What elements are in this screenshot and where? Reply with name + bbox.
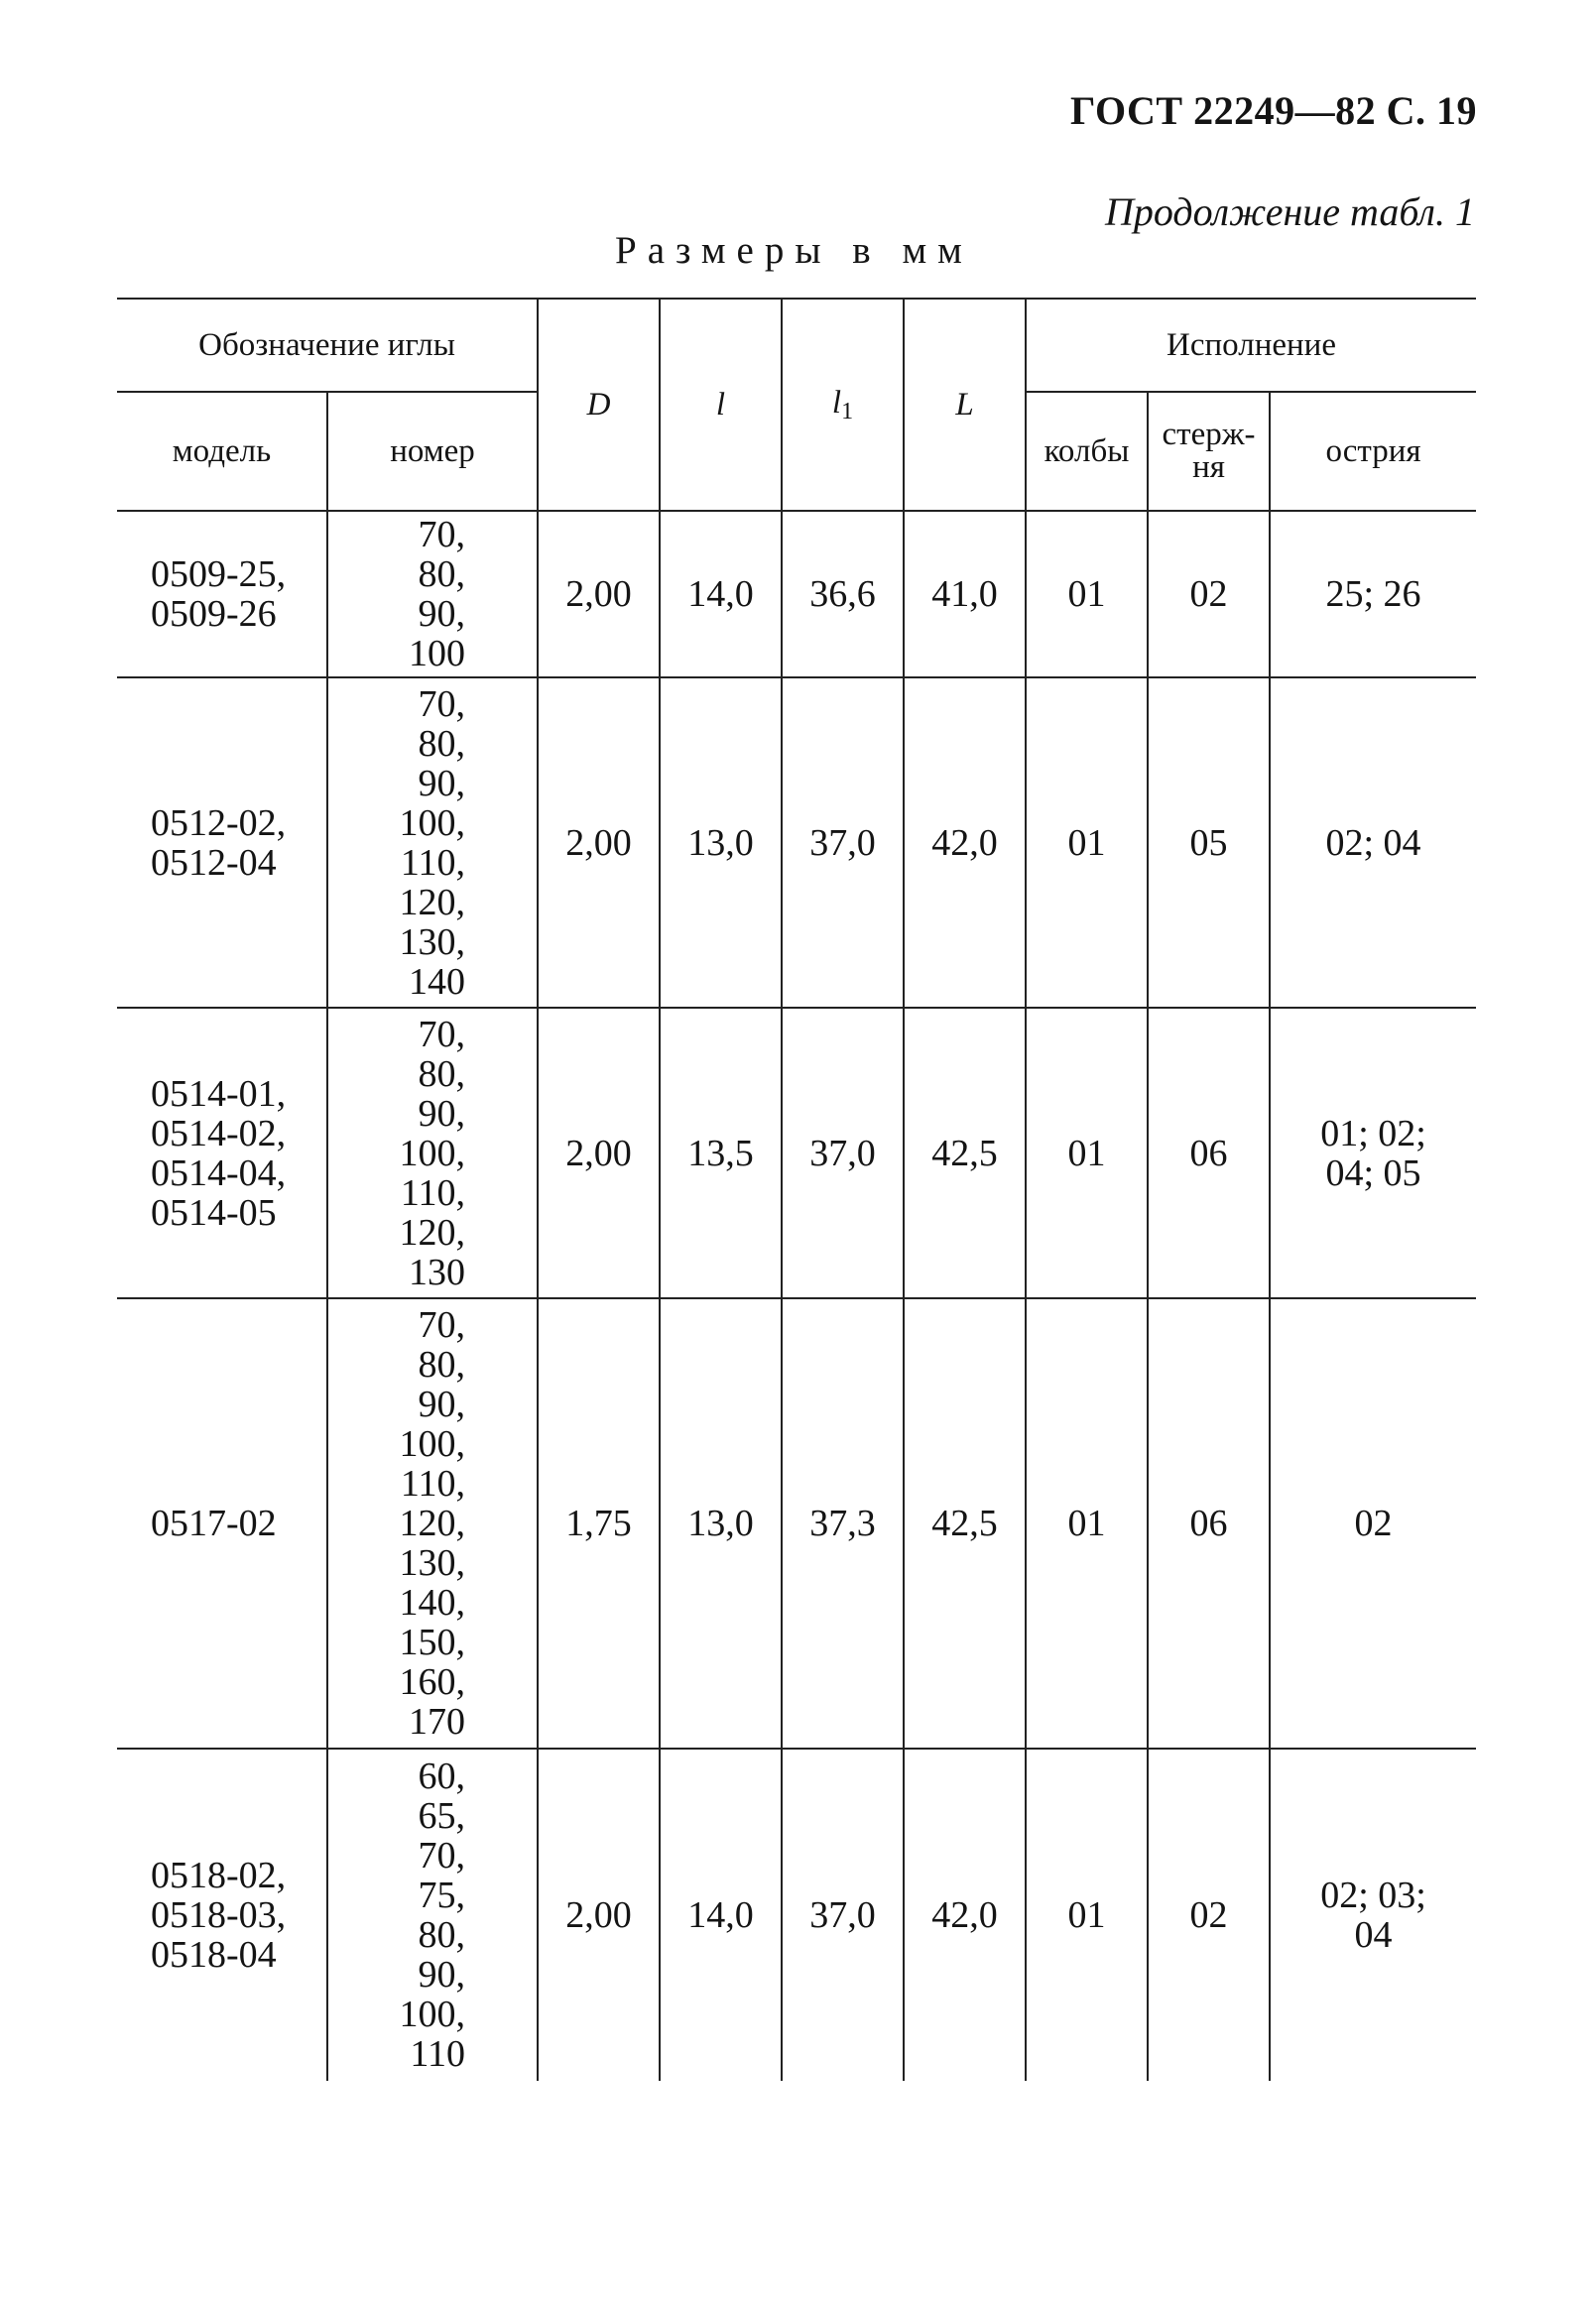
cell-l1: 37,0 — [782, 677, 904, 1008]
table-row — [117, 1008, 1476, 1298]
col-header-l1-subscript: 1 — [841, 398, 854, 424]
table-row — [117, 677, 1476, 1008]
col-header-shank-line2: ня — [1192, 449, 1225, 485]
model-line: 0512-02, — [151, 801, 287, 844]
number-line: 80, — [418, 722, 466, 765]
col-header-L: L — [904, 299, 1026, 511]
cell-point — [1270, 511, 1476, 677]
point-line: 02 — [1354, 1503, 1393, 1544]
table-row — [117, 511, 1476, 677]
number-line: 150, — [399, 1622, 466, 1663]
col-header-number: номер — [327, 392, 538, 511]
number-line: 110, — [400, 1171, 466, 1214]
number-line: 60, — [418, 1756, 466, 1797]
cell-numbers — [327, 1749, 538, 2081]
cell-numbers — [327, 1008, 538, 1298]
cell-D: 2,00 — [538, 677, 660, 1008]
col-header-shank-line1: стерж- — [1162, 417, 1256, 452]
cell-L: 41,0 — [904, 511, 1026, 677]
cell-l: 13,5 — [660, 1008, 782, 1298]
cell-point — [1270, 1298, 1476, 1749]
cell-l: 13,0 — [660, 677, 782, 1008]
cell-flask: 01 — [1026, 677, 1148, 1008]
model-line: 0514-02, — [151, 1112, 287, 1154]
model-line: 0509-25, — [151, 553, 287, 595]
number-line: 70, — [418, 1013, 466, 1055]
number-line: 110 — [410, 2033, 466, 2075]
model-line: 0517-02 — [151, 1503, 277, 1544]
number-line: 130, — [399, 920, 466, 963]
table-head — [117, 299, 1476, 511]
number-line: 70, — [418, 1835, 466, 1877]
col-header-model: модель — [117, 392, 327, 511]
cell-l1: 37,0 — [782, 1749, 904, 2081]
col-header-l1-base: l — [831, 384, 842, 421]
model-line: 0518-03, — [151, 1894, 287, 1936]
table-body — [117, 511, 1476, 2081]
cell-l1: 37,0 — [782, 1008, 904, 1298]
number-line: 140, — [399, 1582, 466, 1624]
number-line: 70, — [418, 682, 466, 725]
model-line: 0514-05 — [151, 1191, 277, 1234]
needle-dimensions-table — [117, 298, 1476, 2081]
number-line: 100 — [409, 633, 466, 674]
cell-model — [117, 1008, 327, 1298]
cell-shank: 02 — [1148, 1749, 1270, 2081]
cell-D: 2,00 — [538, 1008, 660, 1298]
point-line: 25; 26 — [1325, 573, 1421, 615]
number-line: 90, — [418, 762, 466, 804]
point-line: 01; 02; — [1320, 1112, 1426, 1154]
cell-l: 14,0 — [660, 1749, 782, 2081]
model-line: 0514-01, — [151, 1072, 287, 1115]
number-line: 90, — [418, 593, 466, 635]
cell-L: 42,0 — [904, 677, 1026, 1008]
number-line: 90, — [418, 1384, 466, 1425]
cell-point — [1270, 677, 1476, 1008]
col-header-designation: Обозначение иглы — [117, 299, 538, 392]
number-line: 120, — [399, 881, 466, 923]
model-line: 0509-26 — [151, 593, 277, 635]
cell-L: 42,5 — [904, 1008, 1026, 1298]
cell-model — [117, 511, 327, 677]
number-line: 70, — [418, 1304, 466, 1346]
col-header-l: l — [660, 299, 782, 511]
number-line: 140 — [409, 960, 466, 1003]
col-header-flask: колбы — [1026, 392, 1148, 511]
number-line: 110, — [400, 1463, 466, 1505]
col-header-point: острия — [1270, 392, 1476, 511]
cell-D: 2,00 — [538, 1749, 660, 2081]
cell-flask: 01 — [1026, 1749, 1148, 2081]
model-line: 0518-04 — [151, 1934, 277, 1976]
number-line: 80, — [418, 553, 466, 595]
cell-point — [1270, 1749, 1476, 2081]
cell-l: 13,0 — [660, 1298, 782, 1749]
number-line: 80, — [418, 1052, 466, 1095]
number-line: 130, — [399, 1542, 466, 1584]
cell-l1: 37,3 — [782, 1298, 904, 1749]
model-line: 0514-04, — [151, 1151, 287, 1194]
units-caption: Размеры в мм — [615, 229, 973, 272]
number-line: 75, — [418, 1875, 466, 1916]
number-line: 100, — [399, 1132, 466, 1174]
cell-L: 42,5 — [904, 1298, 1026, 1749]
number-line: 120, — [399, 1503, 466, 1544]
cell-flask: 01 — [1026, 1298, 1148, 1749]
page-header: ГОСТ 22249—82 С. 19 — [1069, 88, 1477, 133]
cell-L: 42,0 — [904, 1749, 1026, 2081]
cell-model — [117, 677, 327, 1008]
number-line: 170 — [409, 1701, 466, 1743]
number-line: 90, — [418, 1954, 466, 1996]
number-line: 100, — [399, 1994, 466, 2035]
col-header-shank — [1148, 392, 1270, 511]
cell-numbers — [327, 677, 538, 1008]
needle-dimensions-table-wrap — [117, 298, 1476, 2081]
cell-shank: 06 — [1148, 1298, 1270, 1749]
point-line: 02; 03; — [1320, 1875, 1426, 1916]
col-header-execution: Исполнение — [1026, 299, 1476, 392]
table-row — [117, 1749, 1476, 2081]
number-line: 70, — [418, 514, 466, 555]
cell-shank: 05 — [1148, 677, 1270, 1008]
cell-shank: 02 — [1148, 511, 1270, 677]
model-line: 0512-04 — [151, 841, 277, 884]
table-continuation-note: Продолжение табл. 1 — [1104, 189, 1475, 234]
cell-l1: 36,6 — [782, 511, 904, 677]
number-line: 120, — [399, 1211, 466, 1254]
number-line: 100, — [399, 1423, 466, 1465]
number-line: 130 — [409, 1251, 466, 1293]
cell-point — [1270, 1008, 1476, 1298]
point-line: 02; 04 — [1325, 821, 1421, 864]
cell-D: 2,00 — [538, 511, 660, 677]
number-line: 110, — [400, 841, 466, 884]
cell-shank: 06 — [1148, 1008, 1270, 1298]
number-line: 90, — [418, 1092, 466, 1135]
cell-model — [117, 1298, 327, 1749]
point-line: 04 — [1354, 1914, 1393, 1956]
point-line: 04; 05 — [1325, 1151, 1421, 1194]
col-header-l1 — [782, 299, 904, 511]
cell-model — [117, 1749, 327, 2081]
number-line: 160, — [399, 1661, 466, 1703]
header-row-1 — [117, 299, 1476, 392]
col-header-D: D — [538, 299, 660, 511]
cell-l: 14,0 — [660, 511, 782, 677]
number-line: 65, — [418, 1795, 466, 1837]
cell-flask: 01 — [1026, 511, 1148, 677]
table-row — [117, 1298, 1476, 1749]
number-line: 80, — [418, 1914, 466, 1956]
cell-numbers — [327, 1298, 538, 1749]
number-line: 80, — [418, 1344, 466, 1386]
model-line: 0518-02, — [151, 1855, 287, 1896]
cell-D: 1,75 — [538, 1298, 660, 1749]
number-line: 100, — [399, 801, 466, 844]
cell-numbers — [327, 511, 538, 677]
cell-flask: 01 — [1026, 1008, 1148, 1298]
